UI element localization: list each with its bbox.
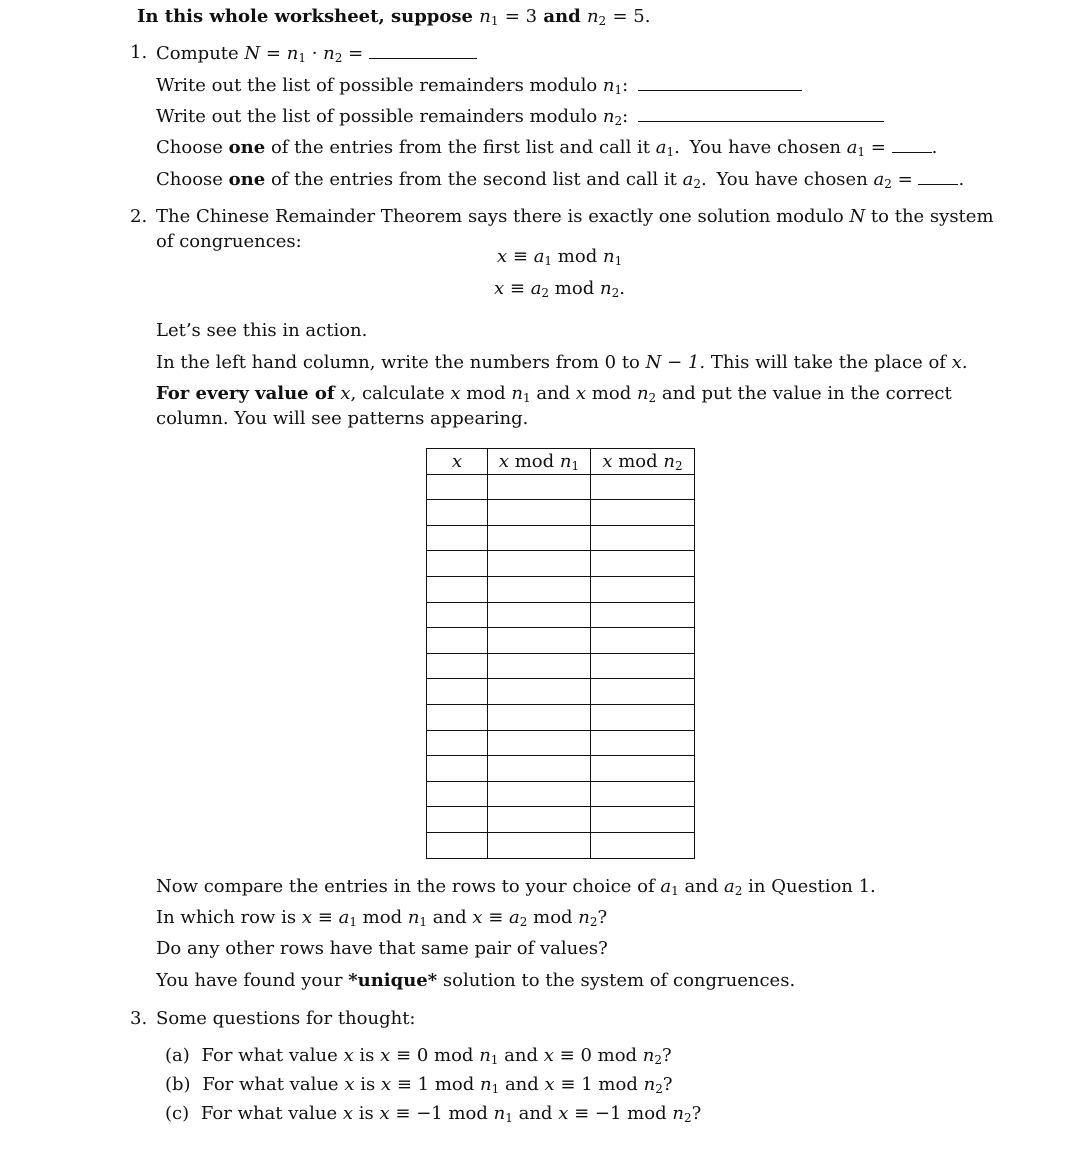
q2-compare-line: Now compare the entries in the rows to your choice of $a_1$ and $a_2$ in Question 1.	[156, 876, 876, 898]
cell-x-mod-n2[interactable]	[591, 832, 695, 858]
q2-other-rows-line: Do any other rows have that same pair of values?	[156, 938, 608, 959]
cell-x-mod-n1[interactable]	[488, 704, 591, 730]
header-and: and	[543, 6, 581, 27]
table-row	[427, 551, 695, 577]
q2-lets-see: Let’s see this in action.	[156, 320, 368, 341]
q2-number: 2.	[130, 206, 148, 227]
cell-x-mod-n2[interactable]	[591, 756, 695, 782]
q2-every-value-line2: column. You will see patterns appearing.	[156, 408, 529, 429]
cell-x[interactable]	[427, 525, 488, 551]
q1-compute-line: Compute $N = n_1 \cdot n_2$ =	[156, 42, 477, 64]
q2-which-row-line: In which row is $x \equiv a_1$ mod $n_1$ and $x \equiv a_2$ mod $n_2$?	[156, 907, 608, 929]
table-row	[427, 679, 695, 705]
header-lead: In this whole worksheet, suppose	[137, 6, 473, 27]
q1-list-n1-line: Write out the list of possible remainders modulo $n_1$:	[156, 74, 802, 96]
cell-x-mod-n2[interactable]	[591, 628, 695, 654]
cell-x[interactable]	[427, 474, 488, 500]
cell-x[interactable]	[427, 551, 488, 577]
cell-x[interactable]	[427, 576, 488, 602]
answer-blank-a2[interactable]	[918, 168, 958, 185]
table-body	[427, 474, 695, 858]
q2-found-line: You have found your *unique* solution to the system of congruences.	[156, 970, 796, 991]
cell-x[interactable]	[427, 653, 488, 679]
cell-x[interactable]	[427, 756, 488, 782]
cell-x-mod-n2[interactable]	[591, 653, 695, 679]
table-row	[427, 704, 695, 730]
q1-choose-a1-line: Choose one of the entries from the first list and call it $a_1$. You have chosen $a_1$ = .	[156, 137, 938, 159]
cell-x-mod-n2[interactable]	[591, 679, 695, 705]
q1-compute-label: Compute	[156, 43, 239, 64]
header-x-mod-n2: x mod $n_2$	[591, 449, 695, 475]
q1-list-n2-line: Write out the list of possible remainders modulo $n_2$:	[156, 105, 884, 127]
q3-item-a: (a) For what value x is x ≡ 0 mod $n_1$ and x ≡ 0 mod $n_2$?	[165, 1045, 672, 1067]
table-row	[427, 730, 695, 756]
header-x-mod-n1: x mod $n_1$	[488, 449, 591, 475]
cell-x-mod-n1[interactable]	[488, 551, 591, 577]
cell-x-mod-n2[interactable]	[591, 474, 695, 500]
table-row	[427, 576, 695, 602]
cell-x[interactable]	[427, 781, 488, 807]
cell-x[interactable]	[427, 730, 488, 756]
q1-list-n1-label: Write out the list of possible remainders modulo	[156, 75, 598, 96]
table-row	[427, 525, 695, 551]
worksheet-header: In this whole worksheet, suppose $n_1 = 3$ and $n_2 = 5$.	[137, 6, 651, 28]
q2-every-value-line1: For every value of x, calculate x mod $n_1$ and x mod $n_2$ and put the value in the correct	[156, 383, 952, 405]
cell-x-mod-n1[interactable]	[488, 730, 591, 756]
table-row	[427, 500, 695, 526]
cell-x-mod-n1[interactable]	[488, 781, 591, 807]
cell-x-mod-n2[interactable]	[591, 576, 695, 602]
q1-list-n2-label: Write out the list of possible remainders modulo	[156, 106, 598, 127]
cell-x-mod-n1[interactable]	[488, 500, 591, 526]
cell-x[interactable]	[427, 679, 488, 705]
congruence-2: $x \equiv a_2$ mod $n_2$.	[494, 278, 625, 300]
q1-choose-a2-line: Choose one of the entries from the second list and call it $a_2$. You have chosen $a_2$ = .	[156, 169, 965, 191]
cell-x[interactable]	[427, 500, 488, 526]
table-row	[427, 807, 695, 833]
cell-x-mod-n2[interactable]	[591, 602, 695, 628]
cell-x[interactable]	[427, 628, 488, 654]
answer-blank-a1[interactable]	[892, 136, 932, 153]
cell-x[interactable]	[427, 807, 488, 833]
cell-x-mod-n2[interactable]	[591, 704, 695, 730]
header-n1: = 3	[504, 6, 538, 27]
cell-x[interactable]	[427, 602, 488, 628]
cell-x-mod-n1[interactable]	[488, 653, 591, 679]
q1-N: N	[244, 43, 261, 64]
q3-item-b: (b) For what value x is x ≡ 1 mod $n_1$ and x ≡ 1 mod $n_2$?	[165, 1074, 673, 1096]
cell-x-mod-n1[interactable]	[488, 602, 591, 628]
table-row	[427, 474, 695, 500]
answer-blank-N[interactable]	[369, 42, 477, 59]
q2-intro-line2: of congruences:	[156, 231, 302, 252]
q3-number: 3.	[130, 1008, 148, 1029]
table-row	[427, 653, 695, 679]
remainder-table	[426, 448, 695, 859]
table-row	[427, 832, 695, 858]
cell-x-mod-n2[interactable]	[591, 730, 695, 756]
q3-title: Some questions for thought:	[156, 1008, 416, 1029]
cell-x-mod-n2[interactable]	[591, 500, 695, 526]
cell-x[interactable]	[427, 832, 488, 858]
cell-x-mod-n2[interactable]	[591, 781, 695, 807]
cell-x-mod-n1[interactable]	[488, 525, 591, 551]
table-row	[427, 602, 695, 628]
cell-x[interactable]	[427, 704, 488, 730]
header-n2: = 5.	[612, 6, 651, 27]
cell-x-mod-n2[interactable]	[591, 525, 695, 551]
cell-x-mod-n1[interactable]	[488, 832, 591, 858]
congruence-1: $x \equiv a_1$ mod $n_1$	[497, 246, 623, 268]
answer-blank-remainders-n2[interactable]	[638, 105, 884, 122]
table-row	[427, 628, 695, 654]
q2-intro-line1: The Chinese Remainder Theorem says there is exactly one solution modulo N to the system	[156, 206, 994, 227]
cell-x-mod-n1[interactable]	[488, 576, 591, 602]
q1-number: 1.	[130, 42, 148, 63]
q3-item-c: (c) For what value x is x ≡ −1 mod $n_1$ and x ≡ −1 mod $n_2$?	[165, 1103, 702, 1125]
table-header-row	[427, 449, 695, 475]
cell-x-mod-n1[interactable]	[488, 807, 591, 833]
answer-blank-remainders-n1[interactable]	[638, 74, 802, 91]
table-row	[427, 756, 695, 782]
cell-x-mod-n2[interactable]	[591, 807, 695, 833]
table-row	[427, 781, 695, 807]
cell-x-mod-n1[interactable]	[488, 474, 591, 500]
cell-x-mod-n1[interactable]	[488, 679, 591, 705]
q2-left-column-line: In the left hand column, write the numbers from 0 to N − 1. This will take the place of x.	[156, 352, 968, 373]
cell-x-mod-n1[interactable]	[488, 628, 591, 654]
cell-x-mod-n1[interactable]	[488, 756, 591, 782]
cell-x-mod-n2[interactable]	[591, 551, 695, 577]
header-x: x	[427, 449, 488, 475]
